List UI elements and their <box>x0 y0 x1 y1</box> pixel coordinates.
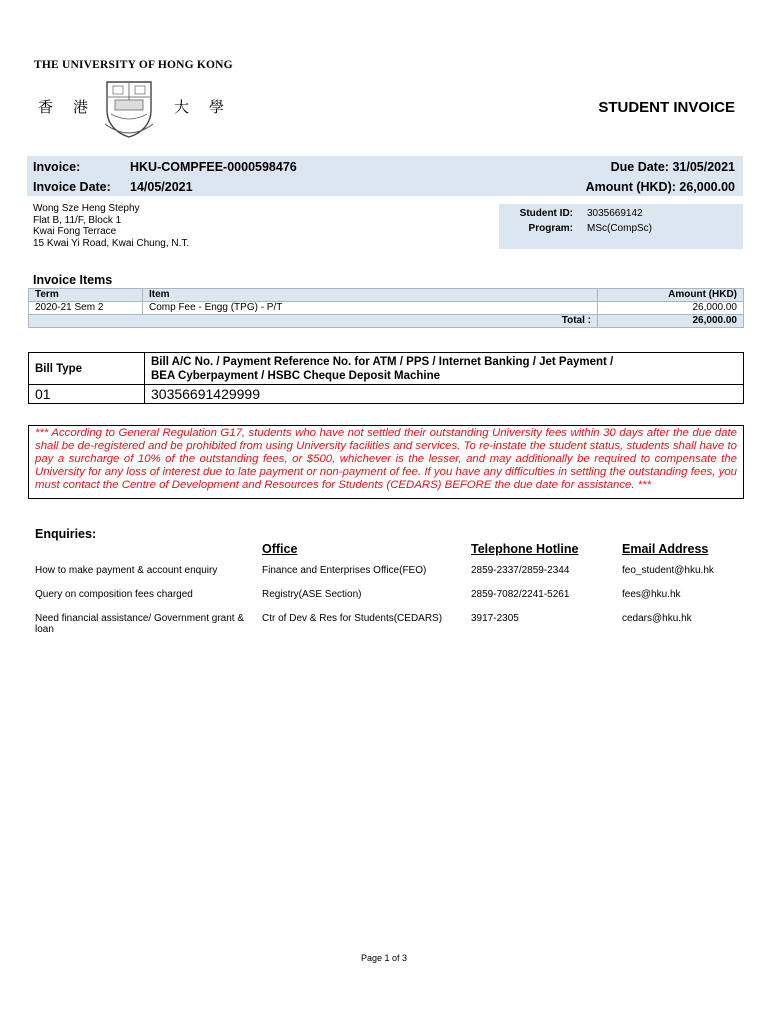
table-row <box>29 302 744 315</box>
chinese-char: 香 <box>38 98 54 116</box>
row-item: Comp Fee - Engg (TPG) - P/T <box>143 302 598 315</box>
university-crest-icon <box>103 80 155 138</box>
enquiry-email: feo_student@hku.hk <box>622 565 714 576</box>
chinese-char: 學 <box>209 98 225 116</box>
address-line: 15 Kwai Yi Road, Kwai Chung, N.T. <box>33 237 190 249</box>
col-office-header: Office <box>262 542 298 556</box>
enquiry-office: Registry(ASE Section) <box>262 589 362 600</box>
address-line: Flat B, 11/F, Block 1 <box>33 214 122 226</box>
bill-ref-value: 30356691429999 <box>145 385 744 404</box>
row-term: 2020-21 Sem 2 <box>29 302 143 315</box>
invoice-date: 14/05/2021 <box>130 180 193 194</box>
student-info-box <box>499 204 743 249</box>
mailing-address <box>33 203 189 249</box>
enquiry-phone: 2859-2337/2859-2344 <box>471 565 570 576</box>
enquiry-office: Ctr of Dev & Res for Students(CEDARS) <box>262 613 443 624</box>
enquiry-email: fees@hku.hk <box>622 589 681 600</box>
table-header-row <box>29 289 744 302</box>
enquiry-office: Finance and Enterprises Office(FEO) <box>262 565 427 576</box>
enquiry-topic: Query on composition fees charged <box>35 589 193 600</box>
program-label: Program: <box>528 223 573 234</box>
due-date: 31/05/2021 <box>672 160 735 174</box>
enquiry-topic: Need financial assistance/ Government grant & loan <box>35 613 244 635</box>
bill-type-header: Bill Type <box>29 353 145 385</box>
student-id: 3035669142 <box>587 208 643 219</box>
enquiry-topic: How to make payment & account enquiry <box>35 565 218 576</box>
col-item: Item <box>143 289 598 302</box>
invoice-items-table <box>28 288 744 328</box>
university-name: THE UNIVERSITY OF HONG KONG <box>34 59 233 71</box>
due-date-line <box>611 160 735 174</box>
chinese-char: 大 <box>174 98 190 116</box>
amount-line <box>586 180 735 194</box>
total-label: Total : <box>29 315 598 328</box>
invoice-number: HKU-COMPFEE-0000598476 <box>130 160 297 174</box>
total-amount: 26,000.00 <box>598 315 744 328</box>
col-phone-header: Telephone Hotline <box>471 542 579 556</box>
student-id-label: Student ID: <box>519 208 573 219</box>
amount-value: 26,000.00 <box>679 180 735 194</box>
bill-type-value: 01 <box>29 385 145 404</box>
enquiry-email: cedars@hku.hk <box>622 613 692 624</box>
bill-value-row <box>29 385 744 404</box>
invoice-date-label: Invoice Date: <box>33 180 111 194</box>
col-amount: Amount (HKD) <box>598 289 744 302</box>
enquiry-phone: 2859-7082/2241-5261 <box>471 589 570 600</box>
payment-warning-notice: *** According to General Regulation G17, students who have not settled their outstanding University fees within 30 days after the due date shall be de-registered and be prohibited from using University facilities and services. To re-instate the student status, students shall have to pay a surcharge of 10% of the outstanding fees, or $500, whichever is the lesser, and may additionally be required to compensate the University for any loss of interest due to late payment or non-payment of fee. If you have any difficulties in settling the outstanding fees, you must contact the Centre of Development and Resources for Students (CEDARS) BEFORE the due date for assistance. *** <box>28 425 744 499</box>
invoice-header-band <box>27 156 743 196</box>
enquiry-phone: 3917-2305 <box>471 613 519 624</box>
enquiries-title: Enquiries: <box>35 527 97 541</box>
col-email-header: Email Address <box>622 542 709 556</box>
invoice-items-title: Invoice Items <box>33 273 113 287</box>
bill-ref-header-line: BEA Cyberpayment / HSBC Cheque Deposit Machine <box>151 369 441 382</box>
page-number: Page 1 of 3 <box>360 953 408 963</box>
col-term: Term <box>29 289 143 302</box>
address-line: Kwai Fong Terrace <box>33 226 117 237</box>
amount-label: Amount (HKD): <box>585 180 676 194</box>
bill-header-row <box>29 353 744 385</box>
document-title: STUDENT INVOICE <box>598 99 735 116</box>
bill-reference-table <box>28 352 744 404</box>
bill-ref-header <box>145 353 744 385</box>
invoice-number-label: Invoice: <box>33 160 81 174</box>
due-date-label: Due Date: <box>610 160 669 174</box>
chinese-char: 港 <box>73 98 89 116</box>
bill-ref-header-line: Bill A/C No. / Payment Reference No. for ATM / PPS / Internet Banking / Jet Payment / <box>151 355 614 368</box>
program: MSc(CompSc) <box>587 223 653 234</box>
total-row <box>29 315 744 328</box>
row-amount: 26,000.00 <box>598 302 744 315</box>
address-line: Wong Sze Heng Stephy <box>33 203 140 214</box>
